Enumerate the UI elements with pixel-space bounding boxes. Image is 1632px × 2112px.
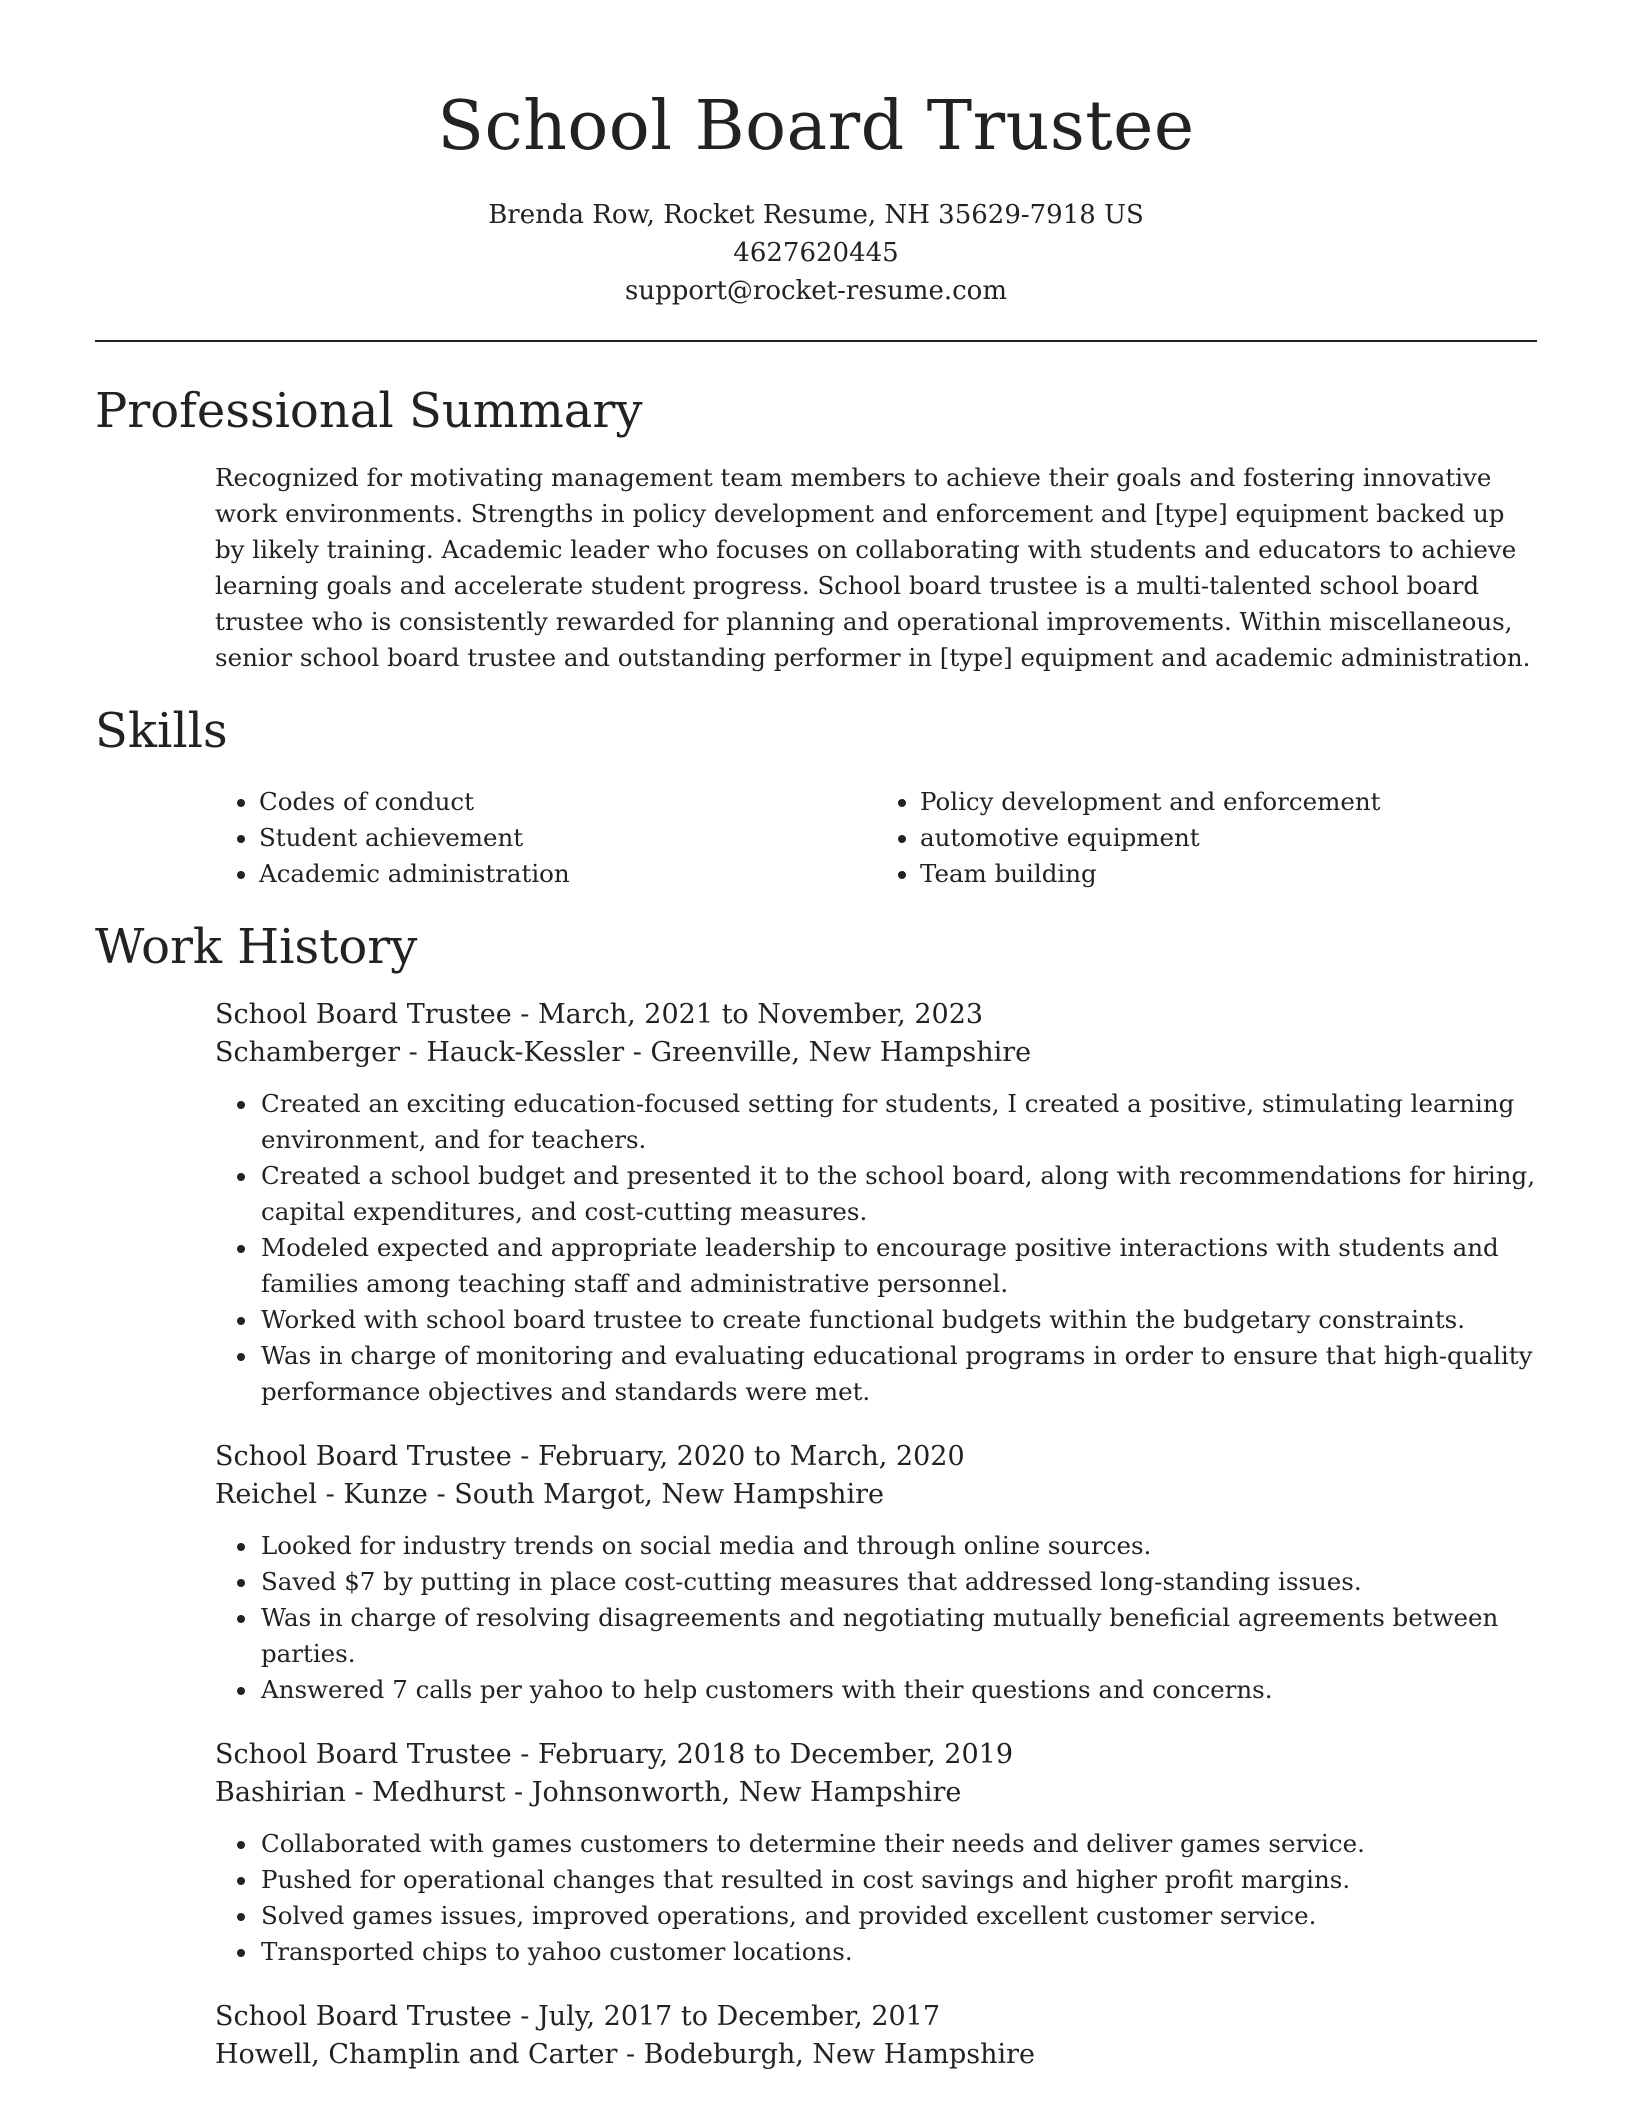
job-bullet: • Answered 7 calls per yahoo to help customers with their questions and concerns. [259,1672,1537,1708]
job-employer-line [215,1774,1537,1812]
job-title-line [215,996,1537,1034]
job-entry [215,1998,1537,2074]
header-divider [95,340,1537,342]
job-bullet: • Was in charge of resolving disagreements and negotiating mutually beneficial agreements between parties. [259,1600,1537,1672]
job-bullets [215,1528,1537,1708]
summary-heading: Professional Summary [95,383,643,439]
job-title-line [215,1998,1537,2036]
job-bullet: • Looked for industry trends on social media and through online sources. [259,1528,1537,1564]
resume-name: School Board Trustee [437,87,1195,166]
contact-email: support@rocket-resume.com [624,276,1007,306]
job-entry [215,1438,1537,1708]
job-entry [215,1736,1537,1970]
skills-column-right [876,784,1537,892]
job-dates: - March, 2021 to November, 2023 [511,999,984,1030]
job-employer-line [215,1034,1537,1072]
job-bullet: • Collaborated with games customers to determine their needs and deliver games service. [259,1826,1537,1862]
resume-header [0,0,1632,310]
job-dates: - February, 2020 to March, 2020 [511,1441,965,1472]
skill-item: • Policy development and enforcement [920,784,1537,820]
job-bullet: • Was in charge of monitoring and evaluating educational programs in order to ensure that high-quality performance objectives and standards were met. [259,1338,1537,1410]
job-employer: Schamberger - Hauck-Kessler [215,1037,625,1068]
job-bullet: • Solved games issues, improved operations, and provided excellent customer service. [259,1898,1537,1934]
job-location: - South Margot, New Hampshire [427,1479,884,1510]
job-location: - Greenville, New Hampshire [624,1037,1032,1068]
job-bullet: • Pushed for operational changes that resulted in cost savings and higher profit margins. [259,1862,1537,1898]
job-bullet: • Saved $7 by putting in place cost-cutting measures that addressed long-standing issues. [259,1564,1537,1600]
skill-item: • Codes of conduct [259,784,876,820]
skill-item: • Academic administration [259,856,876,892]
skills-heading: Skills [95,703,228,759]
contact-info [0,196,1632,310]
job-title: School Board Trustee [215,1441,512,1472]
job-employer: Howell, Champlin and Carter [215,2039,618,2070]
job-employer: Bashirian - Medhurst [215,1777,506,1808]
job-bullets [215,1826,1537,1970]
resume-body [95,380,1537,2074]
job-title: School Board Trustee [215,1739,512,1770]
job-title-line [215,1438,1537,1476]
job-title-line [215,1736,1537,1774]
job-bullet: • Worked with school board trustee to create functional budgets within the budgetary constraints. [259,1302,1537,1338]
job-bullet: • Modeled expected and appropriate leadership to encourage positive interactions with students and families among teaching staff and administrative personnel. [259,1230,1537,1302]
job-dates: - July, 2017 to December, 2017 [511,2001,941,2032]
job-employer-line [215,1476,1537,1514]
job-employer: Reichel - Kunze [215,1479,428,1510]
job-entry [215,996,1537,1410]
skill-item: • Team building [920,856,1537,892]
job-title: School Board Trustee [215,2001,512,2032]
skills-column-left [215,784,876,892]
work-history-heading: Work History [95,919,418,975]
job-title: School Board Trustee [215,999,512,1030]
job-dates: - February, 2018 to December, 2019 [511,1739,1014,1770]
job-location: - Bodeburgh, New Hampshire [617,2039,1036,2070]
job-bullet: • Transported chips to yahoo customer locations. [259,1934,1537,1970]
skill-item: • automotive equipment [920,820,1537,856]
job-bullet: • Created an exciting education-focused setting for students, I created a positive, stimulating learning environment, and for teachers. [259,1086,1537,1158]
job-bullet: • Created a school budget and presented it to the school board, along with recommendations for hiring, capital expenditures, and cost-cutting measures. [259,1158,1537,1230]
skill-item: • Student achievement [259,820,876,856]
job-bullets [215,1086,1537,1410]
contact-phone: 4627620445 [733,238,899,268]
contact-address: Brenda Row, Rocket Resume, NH 35629-7918 US [488,200,1144,230]
job-employer-line [215,2036,1537,2074]
job-location: - Johnsonworth, New Hampshire [505,1777,962,1808]
skills-list [215,784,1537,892]
summary-text: Recognized for motivating management team members to achieve their goals and fostering innovative work environments. Strengths in policy development and enforcement and [type] equipment backed up by likely training. Academic leader who focuses on collaborating with students and educators to achieve learning goals and accelerate student progress. School board trustee is a multi-talented school board trustee who is consistently rewarded for planning and operational improvements. Within miscellaneous, senior school board trustee and outstanding performer in [type] equipment and academic administration. [215,463,1531,672]
